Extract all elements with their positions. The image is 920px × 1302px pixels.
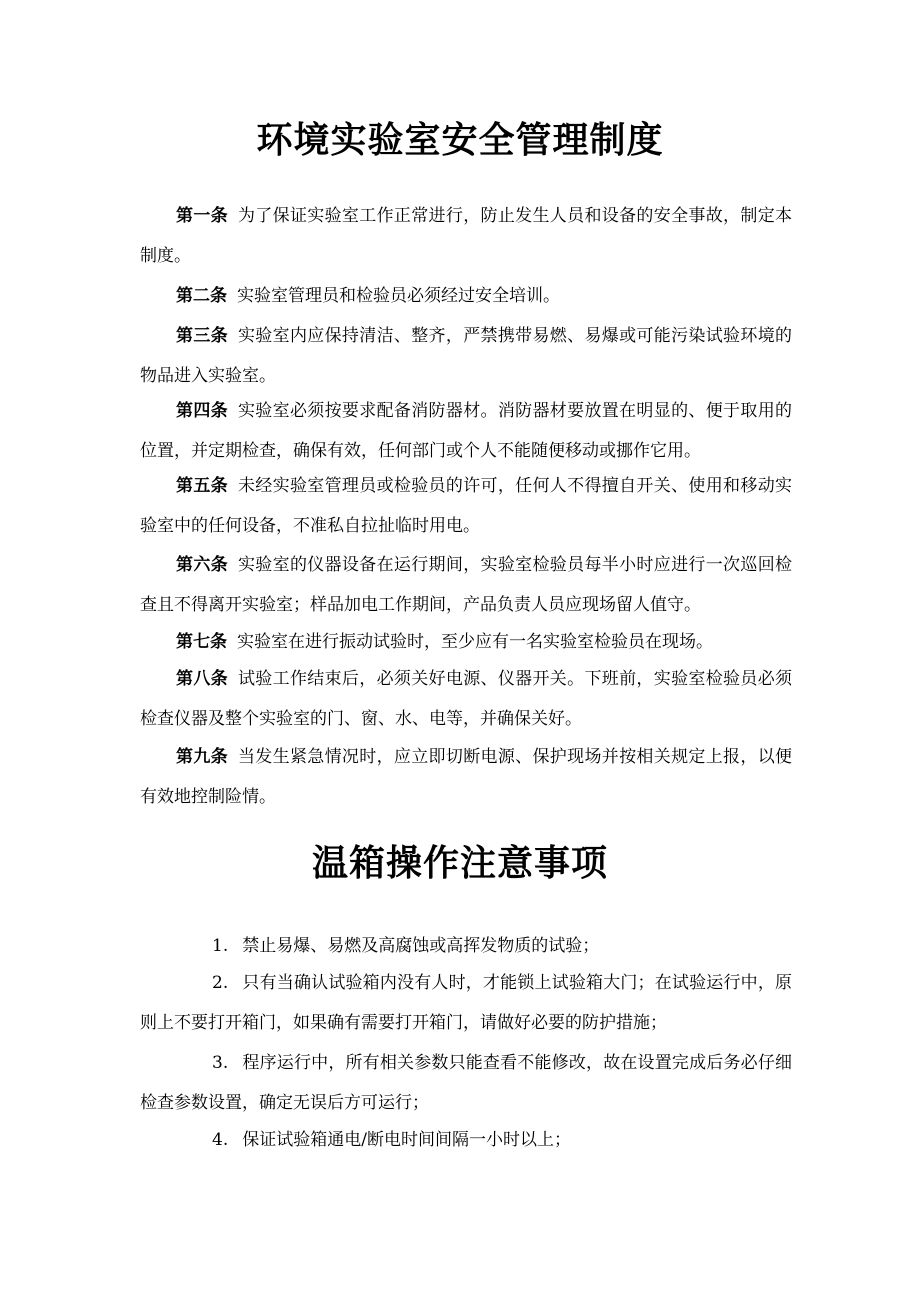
article-2 xyxy=(140,276,792,316)
article-label: 第五条 xyxy=(176,476,228,496)
article-9 xyxy=(140,737,792,817)
article-8 xyxy=(140,659,792,739)
note-item-1 xyxy=(140,926,792,966)
article-4 xyxy=(140,391,792,471)
article-label: 第四条 xyxy=(176,401,228,421)
article-text: 实验室的仪器设备在运行期间，实验室检验员每半小时应进行一次巡回检查且不得离开实验室；样品加电工作期间，产品负责人员应现场留人值守。 xyxy=(140,555,793,615)
note-item-2 xyxy=(140,963,792,1043)
article-label: 第一条 xyxy=(176,206,228,226)
article-text: 当发生紧急情况时，应立即切断电源、保护现场并按相关规定上报，以便有效地控制险情。 xyxy=(140,747,793,807)
article-text: 实验室内应保持清洁、整齐，严禁携带易燃、易爆或可能污染试验环境的物品进入实验室。 xyxy=(140,326,793,386)
article-6 xyxy=(140,545,792,625)
note-text: 保证试验箱通电/断电时间间隔一小时以上； xyxy=(242,1130,571,1150)
article-text: 为了保证实验室工作正常进行，防止发生人员和设备的安全事故，制定本制度。 xyxy=(140,206,793,266)
article-text: 实验室在进行振动试验时，至少应有一名实验室检验员在现场。 xyxy=(237,632,713,652)
article-7 xyxy=(140,622,792,662)
note-number: 1. xyxy=(212,936,229,956)
article-3 xyxy=(140,316,792,396)
note-number: 2. xyxy=(212,973,229,993)
note-text: 程序运行中，所有相关参数只能查看不能修改，故在设置完成后务必仔细检查参数设置，确定无误后方可运行； xyxy=(140,1053,792,1113)
article-text: 实验室必须按要求配备消防器材。消防器材要放置在明显的、便于取用的位置，并定期检查，确保有效，任何部门或个人不能随便移动或挪作它用。 xyxy=(140,401,793,461)
chamber-notes-title: 温箱操作注意事项 xyxy=(311,842,608,884)
note-text: 禁止易爆、易燃及高腐蚀或高挥发物质的试验； xyxy=(242,936,600,956)
lab-safety-title: 环境实验室安全管理制度 xyxy=(256,119,664,161)
article-label: 第二条 xyxy=(176,286,227,306)
note-item-3 xyxy=(140,1043,792,1123)
article-label: 第九条 xyxy=(176,747,228,767)
note-number: 3. xyxy=(212,1053,229,1073)
article-label: 第八条 xyxy=(176,669,228,689)
article-5 xyxy=(140,466,792,546)
article-label: 第七条 xyxy=(176,632,227,652)
article-1 xyxy=(140,196,792,276)
article-text: 试验工作结束后，必须关好电源、仪器开关。下班前，实验室检验员必须检查仪器及整个实验室的门、窗、水、电等，并确保关好。 xyxy=(140,669,793,729)
article-label: 第六条 xyxy=(176,555,228,575)
note-text: 只有当确认试验箱内没有人时，才能锁上试验箱大门；在试验运行中，原则上不要打开箱门，如果确有需要打开箱门，请做好必要的防护措施； xyxy=(140,973,792,1033)
note-item-4 xyxy=(140,1120,792,1160)
article-text: 未经实验室管理员或检验员的许可，任何人不得擅自开关、使用和移动实验室中的任何设备，不准私自拉扯临时用电。 xyxy=(140,476,793,536)
note-number: 4. xyxy=(212,1130,229,1150)
article-label: 第三条 xyxy=(176,326,228,346)
article-text: 实验室管理员和检验员必须经过安全培训。 xyxy=(237,286,560,306)
